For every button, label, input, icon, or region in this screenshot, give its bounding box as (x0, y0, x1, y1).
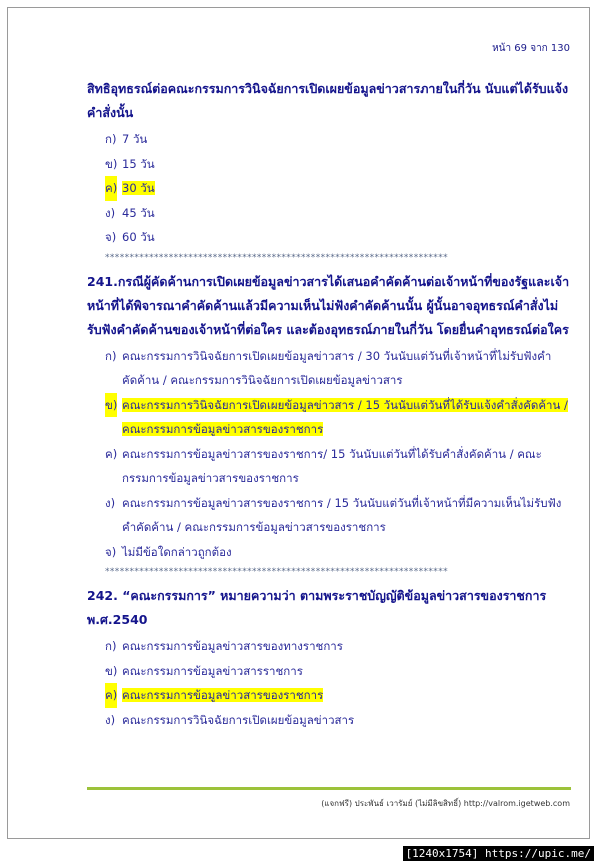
option-241-c (105, 442, 572, 491)
option-label: ก) (105, 132, 117, 146)
option-label: ก) (105, 639, 117, 653)
option-241-d (105, 491, 572, 540)
option-label: จ) (105, 544, 117, 559)
option-241-e (105, 540, 572, 565)
option-label: ก) (105, 348, 117, 363)
option-text: 15 วัน (122, 156, 155, 171)
option-text: 7 วัน (122, 132, 148, 146)
option-text: คณะกรรมการวินิจฉัยการเปิดเผยข้อมูลข่าวสาร / 15 วันนับแต่วันที่ได้รับแจ้งคำสั่งคัดค้าน / คณะกรรมการข้อมูลข่าวสารของราชการ (122, 397, 568, 436)
question-242-text: 242. “คณะกรรมการ” หมายความว่า ตามพระราชบัญญัติข้อมูลข่าวสารของราชการ พ.ศ.2540 (87, 588, 547, 627)
option-240-a (105, 127, 572, 152)
option-240-b (105, 152, 572, 177)
option-label: ค) (105, 176, 117, 201)
option-241-b-answer (105, 393, 572, 442)
option-label: ค) (105, 446, 118, 461)
option-242-b (105, 659, 572, 684)
option-242-a (105, 634, 572, 659)
option-label: จ) (105, 230, 117, 244)
option-text: คณะกรรมการข้อมูลข่าวสารของราชการ (122, 688, 324, 702)
footer-credit: (แจกฟรี) ประพันธ์ เวารัมย์ (ไม่มีลิขสิทธิ์) http://valrom.igetweb.com (321, 799, 570, 808)
option-241-a (105, 344, 572, 393)
option-text: คณะกรรมการข้อมูลข่าวสารราชการ (122, 663, 303, 678)
option-label: ง) (105, 712, 116, 727)
image-host-watermark: [1240x1754] https://upic.me/ (403, 846, 594, 861)
question-242-options (105, 634, 572, 732)
option-text: คณะกรรมการข้อมูลข่าวสารของราชการ/ 15 วันนับแต่วันที่ได้รับคำสั่งคัดค้าน / คณะกรรมการข้อมูลข่าวสารของราชการ (122, 446, 542, 485)
document-content (87, 77, 572, 732)
page-number: หน้า 69 จาก 130 (492, 43, 570, 54)
question-241-text: 241.กรณีผู้คัดค้านการเปิดเผยข้อมูลข่าวสารได้เสนอคำคัดค้านต่อเจ้าหน้าที่ของรัฐและเจ้าหน้าที่ได้พิจารณาคำคัดค้านแล้วมีความเห็นไม่ฟังคำคัดค้านนั้น ผู้นั้นอาจอุทธรณ์คำสั่งไม่รับฟังคำคัดค้านของเจ้าหน้าที่ต่อใคร และต้องอุทธรณ์ภายในกี่วัน โดยยื่นคำอุทธรณ์ต่อใคร (87, 273, 570, 337)
option-text: คณะกรรมการข้อมูลข่าวสารของราชการ / 15 วันนับแต่วันที่เจ้าหน้าที่มีความเห็นไม่รับฟังคำคัดค้าน / คณะกรรมการข้อมูลข่าวสารของราชการ (122, 495, 562, 534)
separator: ********************************************************************** (105, 567, 448, 577)
option-label: ข) (105, 393, 117, 418)
question-240-text: สิทธิอุทธรณ์ต่อคณะกรรมการวินิจฉัยการเปิดเผยข้อมูลข่าวสารภายในกี่วัน นับแต่ได้รับแจ้งคำสั่งนั้น (87, 81, 569, 120)
option-242-d (105, 708, 572, 733)
option-text: คณะกรรมการข้อมูลข่าวสารของทางราชการ (122, 639, 343, 653)
option-text: 60 วัน (122, 230, 155, 244)
option-label: ง) (105, 205, 116, 220)
option-240-c-answer (105, 176, 572, 201)
question-241-options (105, 344, 572, 565)
option-text: คณะกรรมการวินิจฉัยการเปิดเผยข้อมูลข่าวสาร / 30 วันนับแต่วันที่เจ้าหน้าที่ไม่รับฟังคำคัดค้าน / คณะกรรมการวินิจฉัยการเปิดเผยข้อมูลข่าวสาร (122, 348, 552, 387)
option-240-e (105, 225, 572, 250)
separator: ********************************************************************** (105, 252, 448, 263)
option-label: ข) (105, 663, 118, 678)
option-label: ง) (105, 495, 116, 510)
option-label: ค) (105, 683, 117, 708)
question-240-options (105, 127, 572, 250)
option-240-d (105, 201, 572, 226)
option-text: 45 วัน (122, 205, 155, 220)
option-242-c-answer (105, 683, 572, 708)
footer-divider (87, 787, 571, 790)
option-label: ข) (105, 156, 118, 171)
option-text: คณะกรรมการวินิจฉัยการเปิดเผยข้อมูลข่าวสาร (122, 712, 355, 727)
option-text: 30 วัน (122, 181, 155, 195)
option-text: ไม่มีข้อใดกล่าวถูกต้อง (122, 544, 232, 559)
